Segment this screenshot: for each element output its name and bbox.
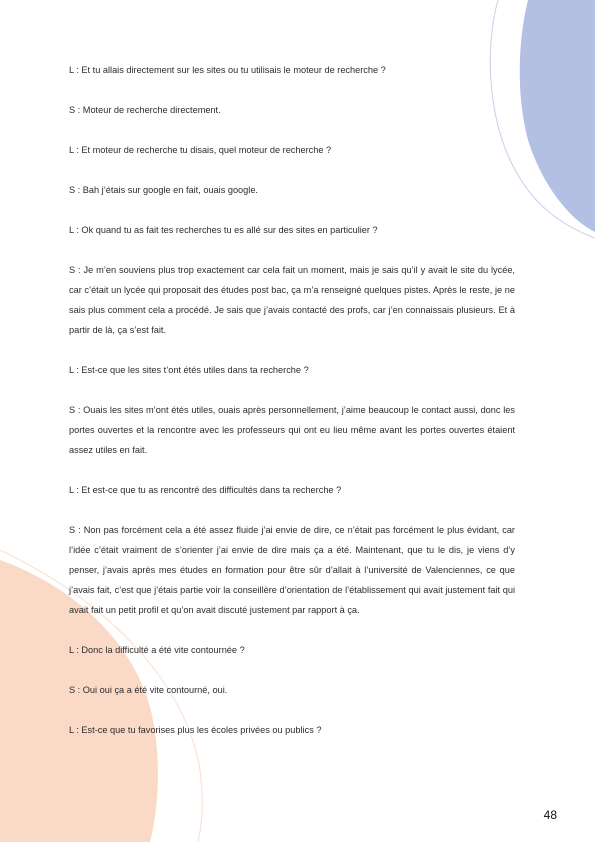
- transcript-paragraph: S : Ouais les sites m’ont étés utiles, ouais après personnellement, j’aime beaucoup le contact aussi, donc les portes ouvertes et la rencontre avec les professeurs qui ont eu lieu même avant les portes ouvertes étaient assez utiles en fait.: [69, 405, 515, 455]
- transcript-paragraph: S : Oui oui ça a été vite contourné, oui.: [69, 685, 228, 695]
- transcript-paragraph: L : Est-ce que tu favorises plus les écoles privées ou publics ?: [69, 725, 322, 735]
- transcript-paragraph: L : Est-ce que les sites t’ont étés utiles dans ta recherche ?: [69, 365, 309, 375]
- transcript-paragraph: S : Bah j’étais sur google en fait, ouais google.: [69, 185, 258, 195]
- blue-blob-shape: [520, 0, 595, 232]
- transcript-paragraph: L : Et est-ce que tu as rencontré des difficultés dans ta recherche ?: [69, 485, 342, 495]
- transcript-paragraph: L : Donc la difficulté a été vite contournée ?: [69, 645, 245, 655]
- page-number: 48: [543, 808, 557, 822]
- transcript-paragraph: S : Je m’en souviens plus trop exactement car cela fait un moment, mais je sais qu’il y avait le site du lycée, car c’était un lycée qui proposait des études post bac, ça m’a renseigné quelques pistes. Après le reste, je ne sais plus comment cela a procédé. Je sais que j’avais contacté des profs, car j’en connaissais plusieurs. Et à partir de là, ça s’est fait.: [69, 265, 515, 335]
- transcript-paragraph: L : Et moteur de recherche tu disais, quel moteur de recherche ?: [69, 145, 332, 155]
- transcript-paragraph: S : Non pas forcément cela a été assez fluide j’ai envie de dire, ce n’était pas forcément le plus évidant, car l’idée c’était vraiment de s’orienter j’ai envie de dire mais ça a été. Maintenant, que tu le dis, je viens d’y penser, j’avais après mes études en formation pour être sûr d’allait à l’université de Valenciennes, ce que j’avais fait, c’est que j’étais partie voir la conseillère d’orientation de l’établissement qui avait justement fait qui avait fait un petit profil et qu’on avait discuté justement par rapport à ça.: [69, 525, 515, 615]
- transcript-paragraph: L : Et tu allais directement sur les sites ou tu utilisais le moteur de recherche ?: [69, 65, 386, 75]
- transcript-body: [69, 60, 515, 760]
- transcript-paragraph: L : Ok quand tu as fait tes recherches tu es allé sur des sites en particulier ?: [69, 225, 378, 235]
- transcript-paragraph: S : Moteur de recherche directement.: [69, 105, 221, 115]
